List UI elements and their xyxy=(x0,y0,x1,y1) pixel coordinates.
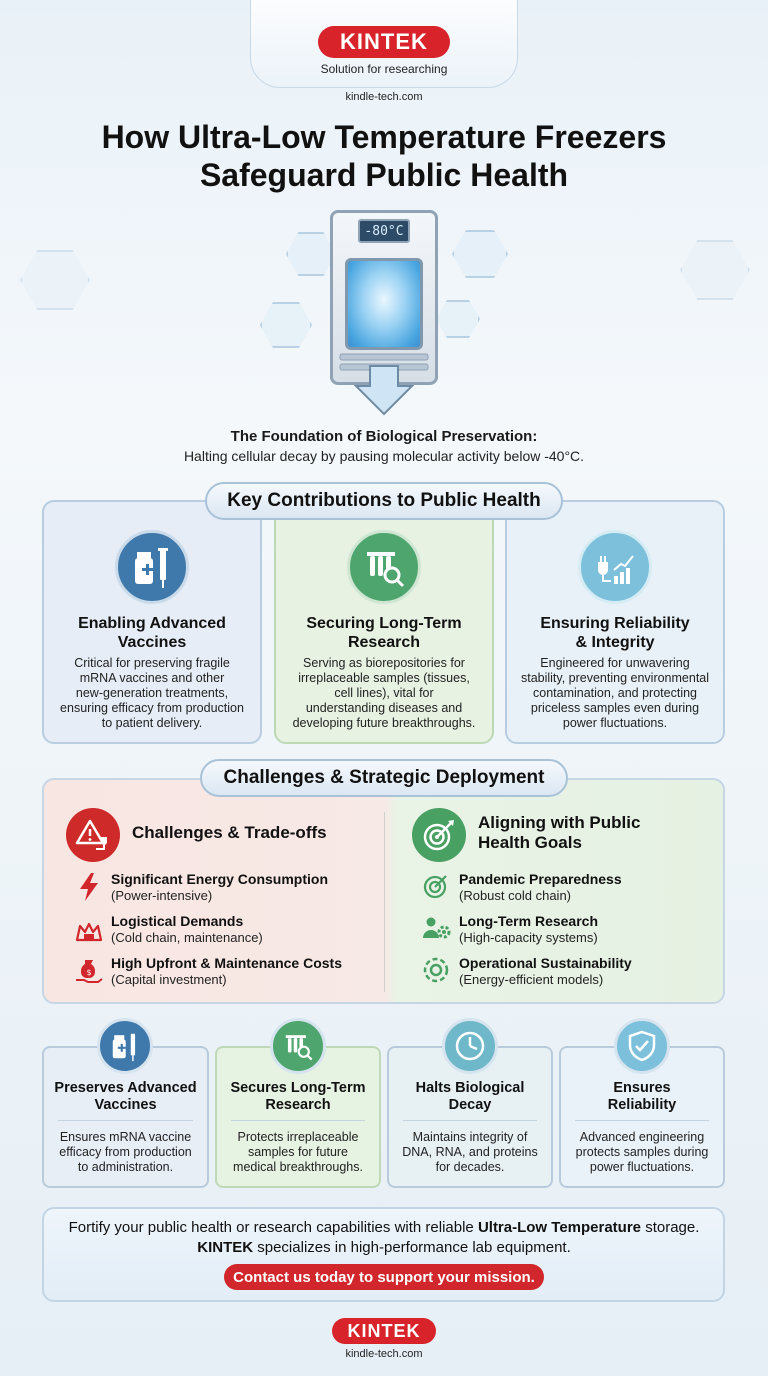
contribution-text xyxy=(46,656,258,731)
text-line: priceless samples even during xyxy=(530,701,700,715)
text-line: contamination, and protecting xyxy=(533,686,697,700)
benefit-divider xyxy=(575,1120,709,1121)
cta-text-part: specializes in high-performance lab equipment. xyxy=(253,1239,571,1256)
goal-item-sub: (Robust cold chain) xyxy=(459,888,571,903)
contribution-title-line: Vaccines xyxy=(117,634,187,651)
goal-item-sub: (Energy-efficient models) xyxy=(459,972,604,987)
benefit-title-line: Preserves Advanced xyxy=(54,1080,197,1096)
cta-text-bold: Ultra-Low Temperature xyxy=(477,1219,642,1236)
text-line: to administration. xyxy=(77,1160,174,1174)
contribution-title xyxy=(280,614,488,652)
contribution-title-line: Research xyxy=(347,634,421,651)
cta-line xyxy=(50,1218,718,1238)
cta-line xyxy=(50,1238,718,1258)
text-line: protects samples during xyxy=(575,1145,709,1159)
footer-site-link[interactable]: kindle-tech.com xyxy=(345,1348,423,1360)
section-heading-key-contributions: Key Contributions to Public Health xyxy=(205,482,563,520)
text-line: new-generation treatments, xyxy=(75,686,229,700)
contribution-text xyxy=(507,656,723,731)
freezer-display: -80°C xyxy=(358,219,410,243)
test-tubes-magnifier-icon xyxy=(347,530,421,604)
decor-hexagon xyxy=(286,232,336,276)
benefit-title xyxy=(563,1080,721,1114)
text-line: Advanced engineering xyxy=(579,1130,705,1144)
cta-text-part: storage. xyxy=(641,1219,700,1236)
people-gear-icon xyxy=(422,914,452,942)
contribution-title xyxy=(511,614,719,652)
decor-hexagon xyxy=(452,230,508,278)
clock-icon xyxy=(442,1018,498,1074)
text-line: Critical for preserving fragile xyxy=(74,656,230,670)
page-title-line: Safeguard Public Health xyxy=(199,157,569,193)
cta-text xyxy=(50,1218,718,1258)
benefit-title-line: Research xyxy=(265,1097,331,1113)
decor-hexagon xyxy=(20,250,90,310)
benefit-divider xyxy=(403,1120,537,1121)
benefit-title-line: Decay xyxy=(448,1097,492,1113)
challenge-item-sub: (Power-intensive) xyxy=(111,888,213,903)
lightning-icon xyxy=(76,872,102,902)
page-title xyxy=(40,118,728,194)
footer-brand-logo: KINTEK xyxy=(332,1318,436,1344)
page-title-line: How Ultra-Low Temperature Freezers xyxy=(101,119,667,155)
text-line: medical breakthroughs. xyxy=(233,1160,363,1174)
goals-title-line: Aligning with Public xyxy=(478,813,641,832)
challenge-item-sub: (Cold chain, maintenance) xyxy=(111,930,263,945)
goals-title-line: Health Goals xyxy=(478,833,582,852)
decor-hexagon xyxy=(436,300,480,338)
text-line: ensuring efficacy from production xyxy=(60,701,244,715)
goal-item-title: Long-Term Research xyxy=(459,913,598,929)
warning-plug-icon xyxy=(66,808,120,862)
benefit-text xyxy=(219,1130,377,1175)
text-line: to patient delivery. xyxy=(101,716,203,730)
brand-logo: KINTEK xyxy=(318,26,450,58)
contribution-title-line: Securing Long-Term xyxy=(306,615,462,632)
text-line: Maintains integrity of xyxy=(412,1130,528,1144)
text-line: cell lines), vital for xyxy=(334,686,434,700)
site-link[interactable]: kindle-tech.com xyxy=(345,91,423,103)
section-heading-challenges: Challenges & Strategic Deployment xyxy=(200,759,568,797)
contribution-title-line: Ensuring Reliability xyxy=(540,615,690,632)
text-line: for decades. xyxy=(435,1160,505,1174)
challenge-item-title: Significant Energy Consumption xyxy=(111,871,329,887)
down-arrow-icon xyxy=(336,352,432,416)
benefit-title xyxy=(391,1080,549,1114)
benefit-title-line: Reliability xyxy=(607,1097,677,1113)
logistics-truck-icon xyxy=(74,914,104,944)
money-bag-hand-icon xyxy=(74,956,104,986)
panel-divider xyxy=(384,812,385,992)
benefit-title-line: Vaccines xyxy=(94,1097,157,1113)
plug-growth-chart-icon xyxy=(578,530,652,604)
challenge-item-title: Logistical Demands xyxy=(111,913,244,929)
hero-text: Halting cellular decay by pausing molecular activity below -40°C. xyxy=(183,448,585,464)
text-line: efficacy from production xyxy=(59,1145,192,1159)
benefit-text xyxy=(46,1130,205,1175)
vaccine-icon xyxy=(97,1018,153,1074)
test-tubes-icon xyxy=(270,1018,326,1074)
benefit-title-line: Ensures xyxy=(613,1080,671,1096)
text-line: stability, preventing environmental xyxy=(520,671,710,685)
benefit-title xyxy=(46,1080,205,1114)
text-line: irreplaceable samples (tissues, xyxy=(298,671,470,685)
text-line: Engineered for unwavering xyxy=(540,656,690,670)
benefit-title-line: Secures Long-Term xyxy=(230,1080,366,1096)
recycle-gear-icon xyxy=(422,956,450,984)
cta-text-bold: KINTEK xyxy=(197,1239,254,1256)
goal-item-sub: (High-capacity systems) xyxy=(459,930,598,945)
freezer-window xyxy=(345,258,423,350)
benefit-text xyxy=(563,1130,721,1175)
shield-gear-icon xyxy=(614,1018,670,1074)
contribution-title-line: & Integrity xyxy=(575,634,655,651)
contribution-text xyxy=(278,656,490,731)
contact-button[interactable]: Contact us today to support your mission. xyxy=(224,1264,544,1290)
text-line: developing future breakthroughs. xyxy=(292,716,476,730)
tagline: Solution for researching xyxy=(320,62,448,76)
text-line: understanding diseases and xyxy=(305,701,463,715)
text-line: power fluctuations. xyxy=(589,1160,695,1174)
goal-item-title: Operational Sustainability xyxy=(459,955,632,971)
text-line: Protects irreplaceable xyxy=(237,1130,359,1144)
text-line: DNA, RNA, and proteins xyxy=(402,1145,538,1159)
text-line: samples for future xyxy=(247,1145,349,1159)
goals-title xyxy=(478,813,718,853)
decor-hexagon xyxy=(260,302,312,348)
hero-subtitle: The Foundation of Biological Preservation: xyxy=(230,428,538,445)
decor-hexagon xyxy=(680,240,750,300)
benefit-text xyxy=(391,1130,549,1175)
benefit-title-line: Halts Biological xyxy=(415,1080,525,1096)
benefit-title xyxy=(219,1080,377,1114)
svg-text:$: $ xyxy=(86,968,92,977)
text-line: Ensures mRNA vaccine xyxy=(59,1130,192,1144)
benefit-divider xyxy=(58,1120,193,1121)
text-line: power fluctuations. xyxy=(562,716,668,730)
goal-item-title: Pandemic Preparedness xyxy=(459,871,622,887)
target-icon xyxy=(422,872,450,900)
target-arrow-icon xyxy=(412,808,466,862)
text-line: mRNA vaccines and other xyxy=(79,671,225,685)
text-line: Serving as biorepositories for xyxy=(303,656,465,670)
vaccine-vial-syringe-icon xyxy=(115,530,189,604)
challenges-title: Challenges & Trade-offs xyxy=(132,823,327,842)
challenge-item-sub: (Capital investment) xyxy=(111,972,227,987)
contribution-title xyxy=(48,614,256,652)
contribution-title-line: Enabling Advanced xyxy=(78,615,226,632)
benefit-divider xyxy=(231,1120,365,1121)
challenge-item-title: High Upfront & Maintenance Costs xyxy=(111,955,343,971)
cta-text-part: Fortify your public health or research capabilities with reliable xyxy=(68,1219,478,1236)
